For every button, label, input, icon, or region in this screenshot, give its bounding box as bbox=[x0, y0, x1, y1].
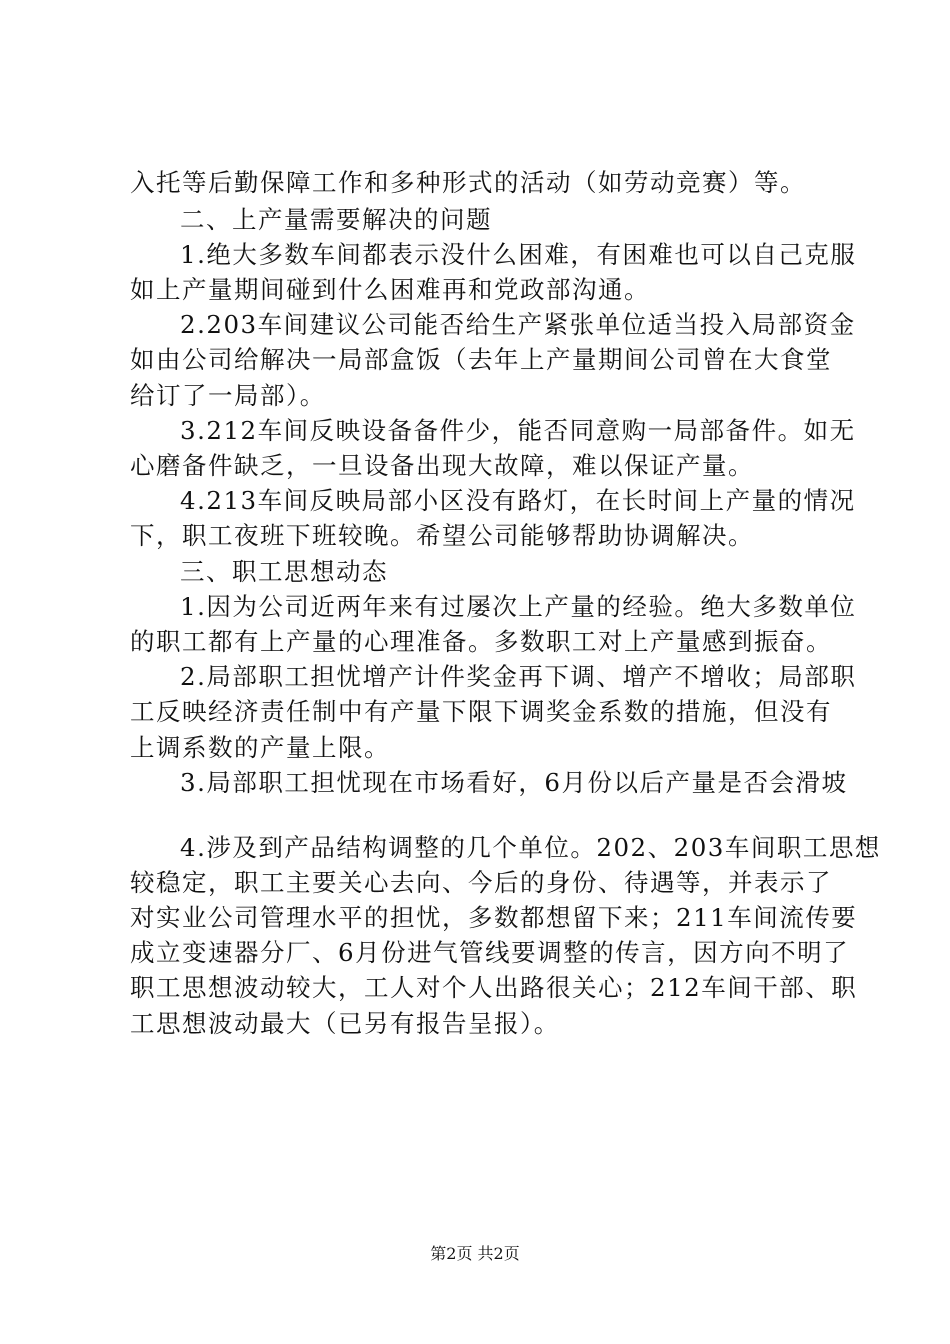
section-heading: 三、职工思想动态 bbox=[180, 557, 388, 586]
text-line: 给订了一局部）。 bbox=[130, 381, 326, 410]
text-line: 的职工都有上产量的心理准备。多数职工对上产量感到振奋。 bbox=[130, 627, 832, 656]
text-line: 较稳定，职工主要关心去向、今后的身份、待遇等，并表示了 bbox=[130, 868, 832, 897]
text-line: 上调系数的产量上限。 bbox=[130, 733, 390, 762]
page-number-footer: 第2页 共2页 bbox=[430, 1244, 520, 1263]
text-line: 对实业公司管理水平的担忧，多数都想留下来；211车间流传要 bbox=[130, 903, 858, 932]
text-line: 职工思想波动较大，工人对个人出路很关心；212车间干部、职 bbox=[130, 973, 858, 1002]
text-line: 成立变速器分厂、6月份进气管线要调整的传言，因方向不明了 bbox=[130, 938, 850, 967]
text-line: 如由公司给解决一局部盒饭（去年上产量期间公司曾在大食堂 bbox=[130, 345, 832, 374]
text-line: 心磨备件缺乏，一旦设备出现大故障，难以保证产量。 bbox=[130, 451, 754, 480]
text-line: 工反映经济责任制中有产量下限下调奖金系数的措施，但没有 bbox=[130, 697, 832, 726]
text-line: 1.绝大多数车间都表示没什么困难，有困难也可以自己克服 bbox=[180, 240, 857, 269]
text-line: 入托等后勤保障工作和多种形式的活动（如劳动竞赛）等。 bbox=[130, 168, 806, 197]
text-line: 2.局部职工担忧增产计件奖金再下调、增产不增收；局部职 bbox=[180, 662, 857, 691]
section-heading: 二、上产量需要解决的问题 bbox=[180, 205, 492, 234]
text-line: 工思想波动最大（已另有报告呈报）。 bbox=[130, 1009, 560, 1038]
text-line: 下，职工夜班下班较晚。希望公司能够帮助协调解决。 bbox=[130, 521, 754, 550]
text-line: 1.因为公司近两年来有过屡次上产量的经验。绝大多数单位 bbox=[180, 592, 857, 621]
text-line: 3.局部职工担忧现在市场看好，6月份以后产量是否会滑坡 bbox=[180, 768, 848, 797]
text-line: 3.212车间反映设备备件少，能否同意购一局部备件。如无 bbox=[180, 416, 856, 445]
text-line: 4.涉及到产品结构调整的几个单位。202、203车间职工思想 bbox=[180, 833, 881, 862]
text-line: 如上产量期间碰到什么困难再和党政部沟通。 bbox=[130, 275, 650, 304]
text-line: 4.213车间反映局部小区没有路灯，在长时间上产量的情况 bbox=[180, 486, 856, 515]
text-line: 2.203车间建议公司能否给生产紧张单位适当投入局部资金 bbox=[180, 310, 856, 339]
